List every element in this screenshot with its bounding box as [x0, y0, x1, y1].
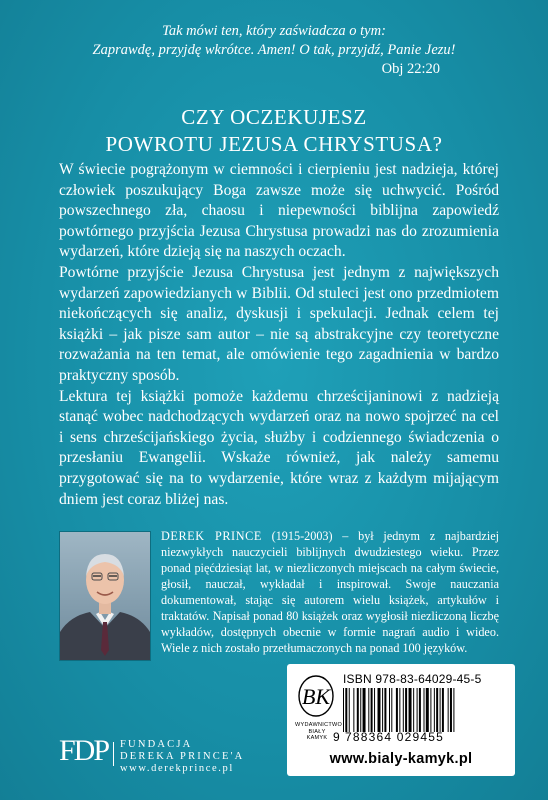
foundation-line-1: FUNDACJA [120, 739, 193, 750]
author-bio-text: (1915-2003) – był jednym z najbardziej niezwykłych nauczycieli biblijnych dwudziestego wieku. Przez ponad pięćdziesiąt lat, w niezliczonych miejscach na całym świecie, głosił, nauczał, wykładał i inspirował. Swoje nauczania dokumentował, stając się autorem wielu książek, artykułów i traktatów. Napisał ponad 80 książek oraz wygłosił niezliczoną liczbę wykładów, dostępnych obecnie w formie nagrań audio i wideo. Wiele z nich zostało przetłumaczonych na ponad 100 języków. [161, 529, 499, 655]
publisher-line-1: WYDAWNICTWO [295, 722, 343, 728]
blurb [59, 160, 499, 510]
foundation-name [120, 739, 244, 763]
foundation-url: www.derekprince.pl [120, 763, 234, 774]
publisher-line-2: BIAŁY [308, 728, 326, 735]
svg-text:BK: BK [301, 684, 331, 709]
foundation-divider [113, 742, 114, 766]
epigraph-line-1: Tak mówi ten, który zaświadcza o tym: [162, 23, 386, 39]
author-bio [161, 528, 499, 656]
epigraph-reference: Obj 22:20 [381, 61, 440, 77]
publisher-website: www.bialy-kamyk.pl [329, 751, 473, 767]
foundation-logo [59, 736, 299, 776]
headline-line-2: POWROTU JEZUSA CHRYSTUSA? [105, 132, 443, 156]
epigraph-line-2: Zaprawdę, przyjdę wkrótce. Amen! O tak, przyjdź, Panie Jezu! [92, 42, 456, 58]
headline-line-1: CZY OCZEKUJESZ [181, 105, 367, 129]
epigraph [60, 22, 488, 79]
barcode-digits-rest: 788364 029455 [345, 730, 445, 744]
bialy-kamyk-logo-icon [297, 674, 335, 718]
foundation-mark: FDP [59, 734, 109, 767]
publisher-line-3: KAMYK [306, 735, 328, 741]
barcode-icon [343, 688, 499, 732]
author-name: DEREK PRINCE [161, 529, 262, 543]
blurb-paragraph-1: W świecie pogrążonym w ciemności i cierpieniu jest nadzieja, której człowiek poszukujący Boga zawsze może się uchwycić. Pośród powszechnego zła, chaosu i niepewności biblijna zapowiedź powtórnego przyjścia Jezusa Chrystusa prowadzi nas do zrozumienia wydarzeń, które dzieją się na naszych oczach. [59, 161, 499, 261]
foundation-line-2: DEREKA PRINCE'A [120, 751, 245, 762]
blurb-paragraph-2: Powtórne przyjście Jezusa Chrystusa jest jednym z największych wydarzeń zapowiedzianych w Biblii. Od stuleci jest ono przedmiotem niekończących się analiz, dyskusji i spekulacji. Jednak celem tej książki – jak pisze sam autor – nie są abstrakcyjne czy teoretyczne rozważania na ten temat, ale omówienie tego zagadnienia w bardzo praktyczny sposób. [59, 263, 499, 384]
headline [40, 104, 508, 158]
barcode-first-digit: 9 [333, 730, 341, 744]
author-portrait-icon [60, 532, 150, 660]
blurb-paragraph-3: Lektura tej książki pomoże każdemu chrześcijaninowi z nadzieją stanąć wobec nadchodzących wydarzeń oraz na nowo spojrzeć na cel i sens chrześcijańskiego życia, służby i codziennego świadczenia o przesłaniu Ewangelii. Wskaże również, jak należy samemu przygotować się na to wydarzenie, które wraz z każdym mijającym dniem jest coraz bliżej nas. [59, 387, 499, 508]
publisher-barcode-box [287, 664, 515, 776]
isbn: ISBN 978-83-64029-45-5 [343, 672, 482, 686]
author-photo [59, 531, 151, 661]
